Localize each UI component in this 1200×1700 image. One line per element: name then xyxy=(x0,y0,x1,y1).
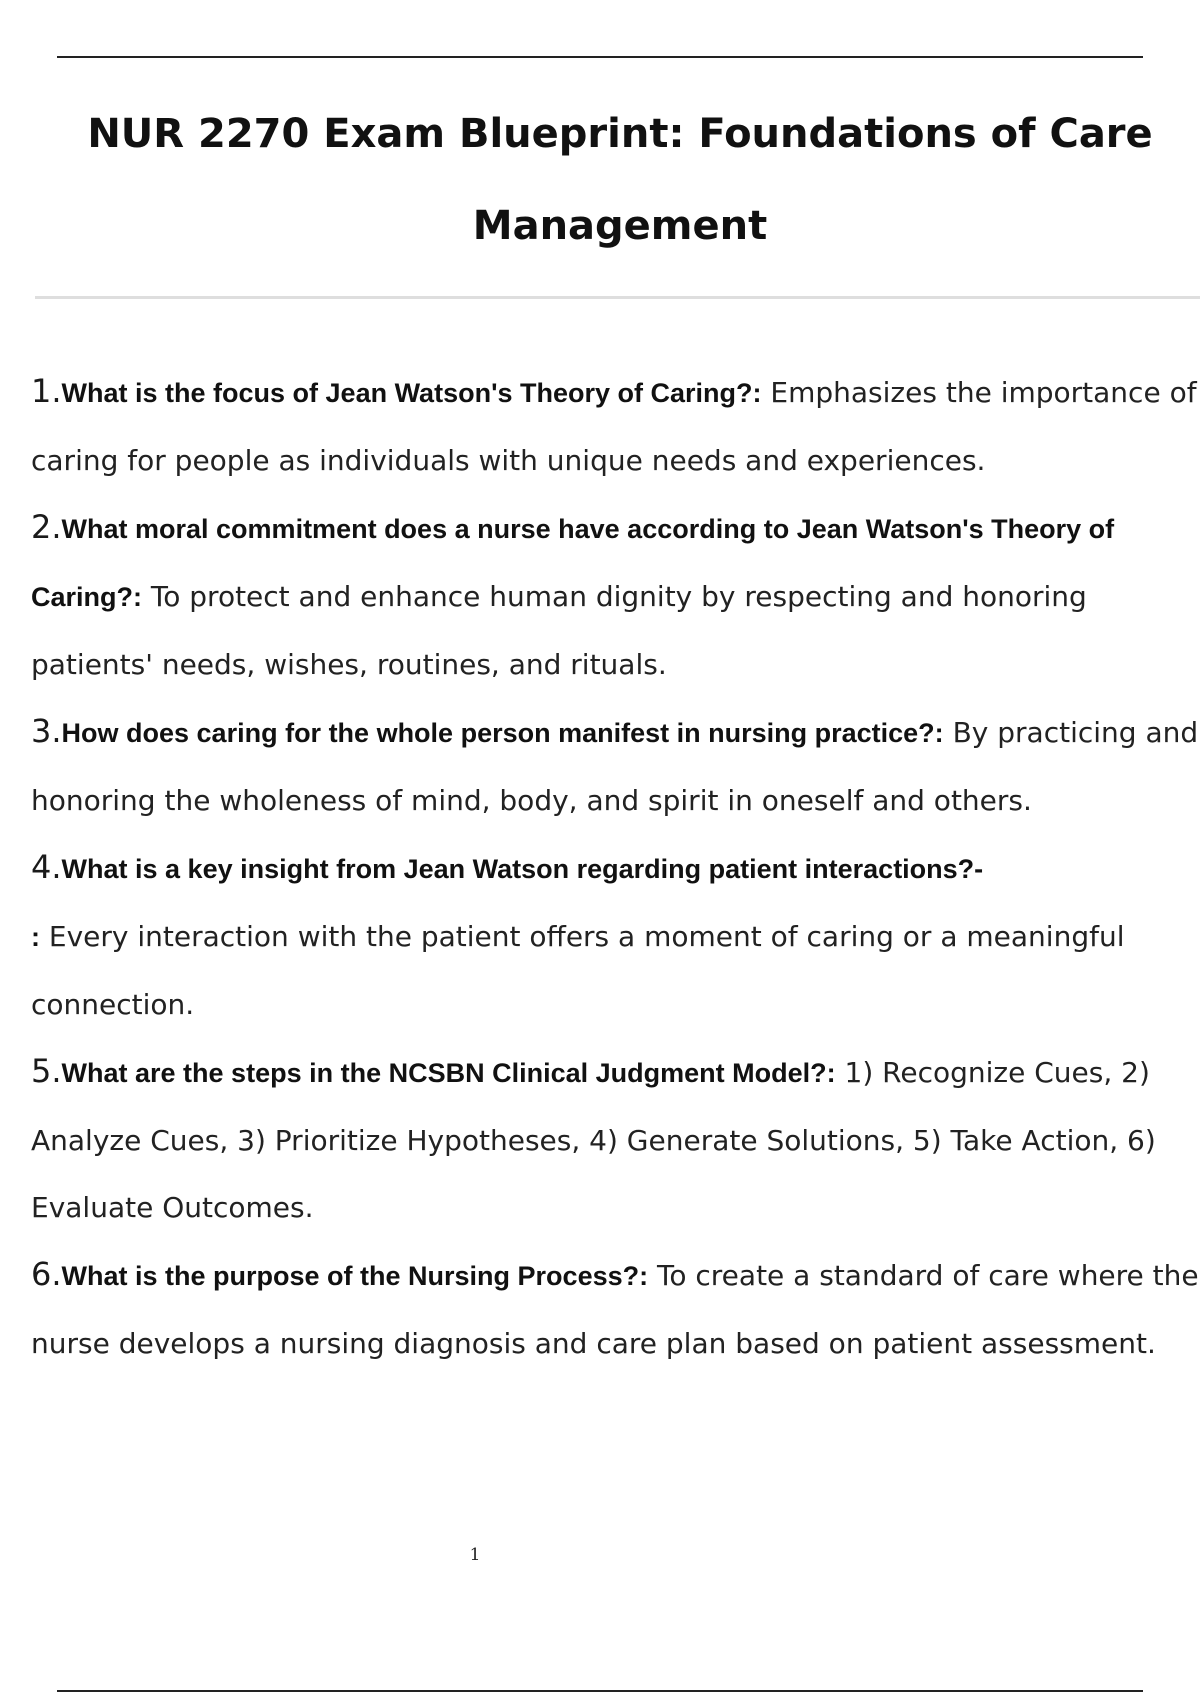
bottom-rule xyxy=(57,1690,1143,1692)
title-divider xyxy=(35,296,1200,299)
question-item-4 xyxy=(31,834,1200,1038)
question-item-2 xyxy=(31,494,1200,698)
answer-text: Every interaction with the patient offers a moment of caring or a meaningful connection. xyxy=(31,920,1125,1021)
question-item-5 xyxy=(31,1038,1200,1241)
question-text-continued: : xyxy=(31,922,40,952)
question-number: 6. xyxy=(31,1255,62,1293)
question-number: 2. xyxy=(31,508,62,546)
question-text: How does caring for the whole person manifest in nursing practice?: xyxy=(61,718,944,748)
page-number: 1 xyxy=(469,1545,481,1565)
question-item-3 xyxy=(31,698,1200,834)
question-text: What moral commitment does a nurse have according to Jean Watson's Theory of Caring?: xyxy=(31,514,1115,612)
answer-text: Emphasizes the importance of caring for people as individuals with unique needs and experiences. xyxy=(31,376,1197,477)
answer-text: To protect and enhance human dignity by respecting and honoring patients' needs, wishes, routines, and rituals. xyxy=(31,580,1087,681)
question-number: 5. xyxy=(31,1052,62,1090)
question-number: 1. xyxy=(31,372,62,410)
question-number: 4. xyxy=(31,848,62,886)
question-text: What is the purpose of the Nursing Process?: xyxy=(61,1261,649,1291)
question-text: What is a key insight from Jean Watson regarding patient interactions?- xyxy=(61,854,984,884)
question-item-1 xyxy=(31,358,1200,494)
answer-text: 1) Recognize Cues, 2) Analyze Cues, 3) Prioritize Hypotheses, 4) Generate Solutions, 5) Take Action, 6) Evaluate Outcomes. xyxy=(31,1056,1156,1224)
question-item-6 xyxy=(31,1241,1200,1377)
question-text: What are the steps in the NCSBN Clinical Judgment Model?: xyxy=(61,1058,836,1088)
answer-text: To create a standard of care where the nurse develops a nursing diagnosis and care plan based on patient assessment. xyxy=(31,1259,1199,1360)
top-rule xyxy=(57,56,1143,58)
question-text: What is the focus of Jean Watson's Theory of Caring?: xyxy=(61,378,762,408)
question-list xyxy=(31,358,1200,1377)
answer-text: By practicing and honoring the wholeness of mind, body, and spirit in oneself and others. xyxy=(31,716,1199,817)
question-number: 3. xyxy=(31,712,62,750)
document-title: NUR 2270 Exam Blueprint: Foundations of Care Management xyxy=(87,111,1153,249)
